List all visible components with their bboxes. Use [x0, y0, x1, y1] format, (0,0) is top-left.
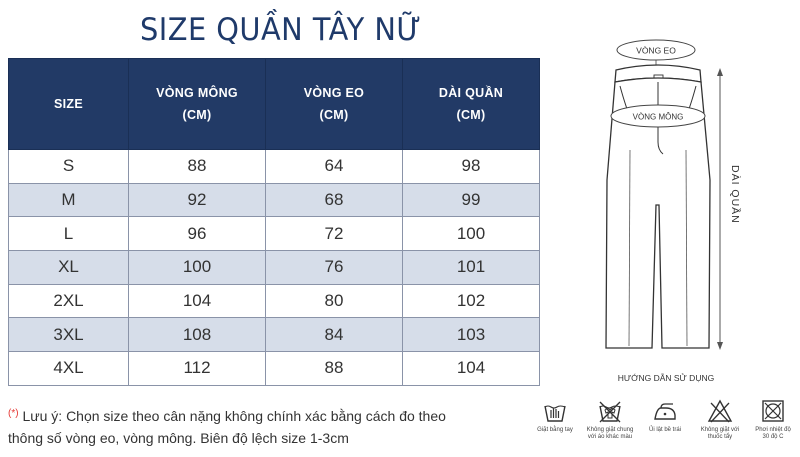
trousers-illustration [560, 30, 800, 390]
care-label: Phơi nhiệt độ [755, 427, 791, 433]
iron-low-icon [652, 398, 678, 424]
size-cell: 4XL [9, 352, 129, 386]
no-bleach-icon [707, 398, 733, 424]
table-row [9, 217, 540, 251]
waist-label: VÒNG EO [636, 45, 676, 56]
header-waist: VÒNG EO (CM) [266, 59, 403, 150]
length-cell: 99 [403, 183, 540, 217]
trousers-measurement-diagram [560, 30, 800, 390]
hip-cell: 112 [129, 352, 266, 386]
waist-cell: 84 [266, 318, 403, 352]
table-row [9, 183, 540, 217]
page-title: SIZE QUẦN TÂY NỮ [140, 12, 422, 48]
size-cell: 2XL [9, 284, 129, 318]
length-label: DÀI QUẦN [729, 165, 741, 224]
care-item-no-bleach: Không giặt với thuốc tẩy [692, 398, 748, 441]
size-cell: L [9, 217, 129, 251]
table-row [9, 284, 540, 318]
size-cell: S [9, 150, 129, 184]
care-label: Giặt bằng tay [537, 427, 573, 433]
care-label: Ủi lật bề trái [648, 427, 681, 433]
hip-cell: 96 [129, 217, 266, 251]
tumble-dry-30-icon [760, 398, 786, 424]
care-label: Không giặt với [700, 427, 740, 433]
table-row [9, 150, 540, 184]
length-cell: 103 [403, 318, 540, 352]
hip-cell: 92 [129, 183, 266, 217]
waist-cell: 80 [266, 284, 403, 318]
note-asterisk: (*) [8, 408, 19, 419]
length-cell: 104 [403, 352, 540, 386]
header-hip: VÒNG MÔNG (CM) [129, 59, 266, 150]
care-instructions [527, 398, 800, 457]
waist-cell: 72 [266, 217, 403, 251]
length-cell: 98 [403, 150, 540, 184]
note-line-1: Lưu ý: Chọn size theo cân nặng không chính xác bằng cách đo theo [22, 408, 446, 424]
hip-label: VÒNG MÔNG [632, 112, 684, 122]
table-row [9, 251, 540, 285]
hip-cell: 100 [129, 251, 266, 285]
header-length: DÀI QUẦN (CM) [403, 59, 540, 150]
care-item-no-mixed-wash: Không giặt chung với áo khác màu [582, 398, 638, 441]
length-cell: 101 [403, 251, 540, 285]
waist-cell: 68 [266, 183, 403, 217]
length-cell: 100 [403, 217, 540, 251]
care-item-tumble-dry: Phơi nhiệt độ 30 độ C [745, 398, 800, 441]
header-size: SIZE [9, 59, 129, 150]
hip-cell: 108 [129, 318, 266, 352]
care-item-hand-wash [527, 398, 583, 434]
table-row [9, 352, 540, 386]
care-item-iron [637, 398, 693, 434]
waist-cell: 88 [266, 352, 403, 386]
hand-wash-icon [542, 398, 568, 424]
waist-cell: 64 [266, 150, 403, 184]
table-row [9, 318, 540, 352]
hip-cell: 104 [129, 284, 266, 318]
note-line-2: thông số vòng eo, vòng mông. Biên độ lệch size 1-3cm [8, 430, 349, 446]
no-mixed-wash-icon [597, 398, 623, 424]
size-cell: XL [9, 251, 129, 285]
size-table [8, 58, 540, 386]
care-label: Không giặt chung [586, 427, 634, 433]
size-cell: M [9, 183, 129, 217]
table-header-row [9, 59, 540, 150]
size-note [8, 405, 478, 449]
length-cell: 102 [403, 284, 540, 318]
hip-cell: 88 [129, 150, 266, 184]
usage-guide-title: HƯỚNG DẪN SỬ DỤNG [617, 373, 715, 383]
waist-cell: 76 [266, 251, 403, 285]
size-cell: 3XL [9, 318, 129, 352]
